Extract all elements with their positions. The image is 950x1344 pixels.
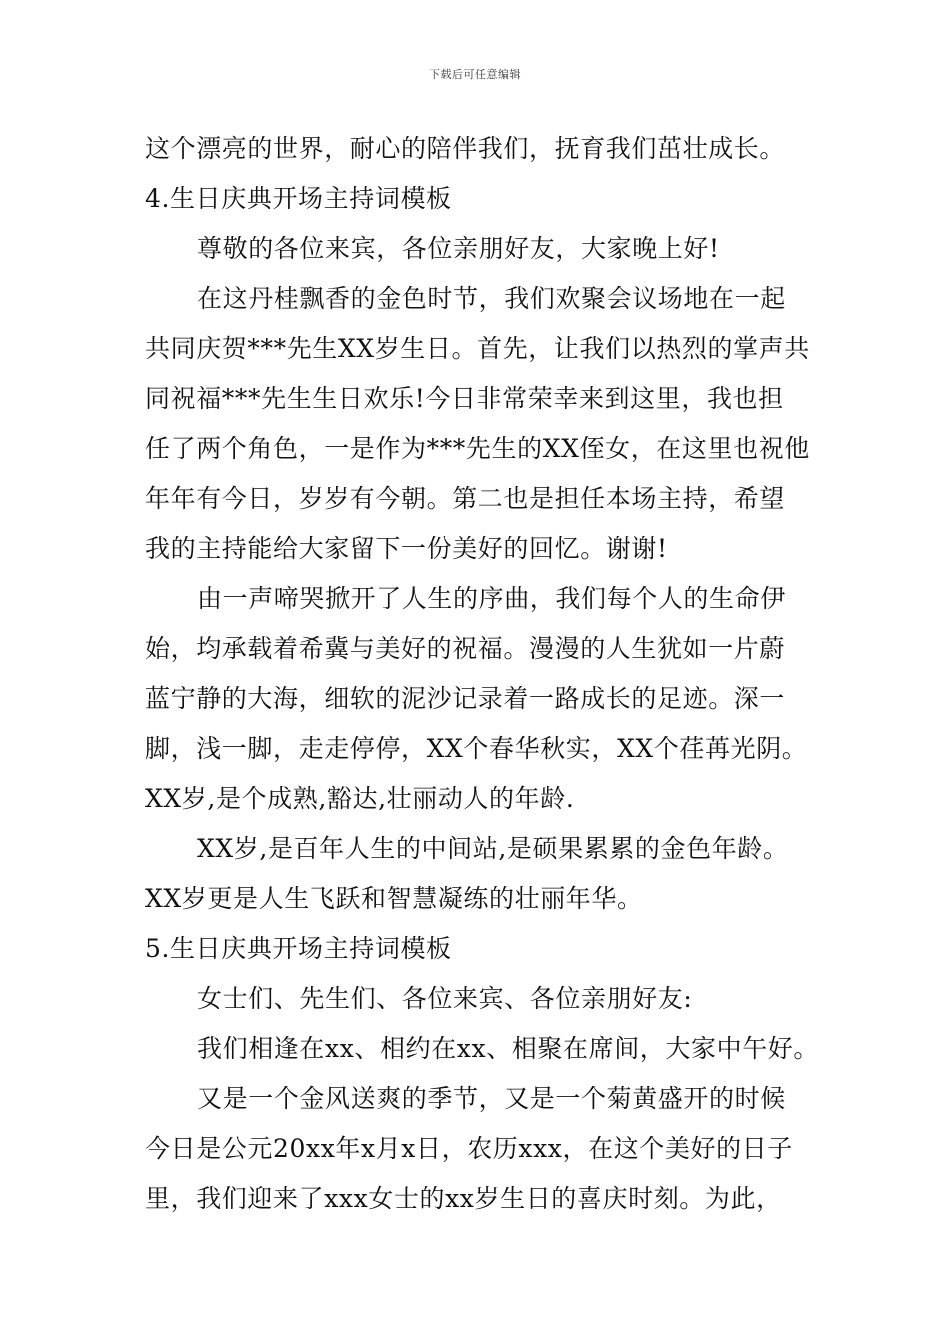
section-heading: 5.生日庆典开场主持词模板 [145,934,452,963]
text-line: XX岁,是百年人生的中间站,是硕果累累的金色年龄。 [197,834,789,863]
text-line: 脚，浅一脚，走走停停，XX个春华秋实，XX个荏苒光阴。 [145,734,808,763]
text-line: 尊敬的各位来宾，各位亲朋好友，大家晚上好! [197,234,720,263]
text-line: 由一声啼哭掀开了人生的序曲，我们每个人的生命伊 [197,584,786,613]
page-header: 下载后可任意编辑 [429,68,521,81]
document-body [145,124,819,1224]
text-line: 在这丹桂飘香的金色时节，我们欢聚会议场地在一起 [197,284,786,313]
text-line: XX岁,是个成熟,豁达,壮丽动人的年龄. [145,784,575,813]
text-line: XX岁更是人生飞跃和智慧凝练的壮丽年华。 [145,884,643,913]
section-heading: 4.生日庆典开场主持词模板 [145,184,452,213]
text-line: 这个漂亮的世界，耐心的陪伴我们，抚育我们茁壮成长。 [145,134,786,163]
text-line: 共同庆贺***先生XX岁生日。首先，让我们以热烈的掌声共 [145,334,810,363]
text-line: 始，均承载着希冀与美好的祝福。漫漫的人生犹如一片蔚 [145,634,786,663]
text-line: 我的主持能给大家留下一份美好的回忆。谢谢! [145,534,668,563]
text-line: 女士们、先生们、各位来宾、各位亲朋好友: [197,984,693,1013]
text-line: 今日是公元20xx年x月x日，农历xxx，在这个美好的日子 [145,1134,793,1163]
text-line: 同祝福***先生生日欢乐!今日非常荣幸来到这里，我也担 [145,384,784,413]
text-line: 蓝宁静的大海，细软的泥沙记录着一路成长的足迹。深一 [145,684,786,713]
text-line: 里，我们迎来了xxx女士的xx岁生日的喜庆时刻。为此， [145,1184,782,1213]
text-line: 任了两个角色，一是作为***先生的XX侄女，在这里也祝他 [145,434,810,463]
text-line: 年年有今日，岁岁有今朝。第二也是担任本场主持，希望 [145,484,786,513]
text-line: 我们相逢在xx、相约在xx、相聚在席间，大家中午好。 [197,1034,819,1063]
text-line: 又是一个金风送爽的季节，又是一个菊黄盛开的时候 [197,1084,786,1113]
